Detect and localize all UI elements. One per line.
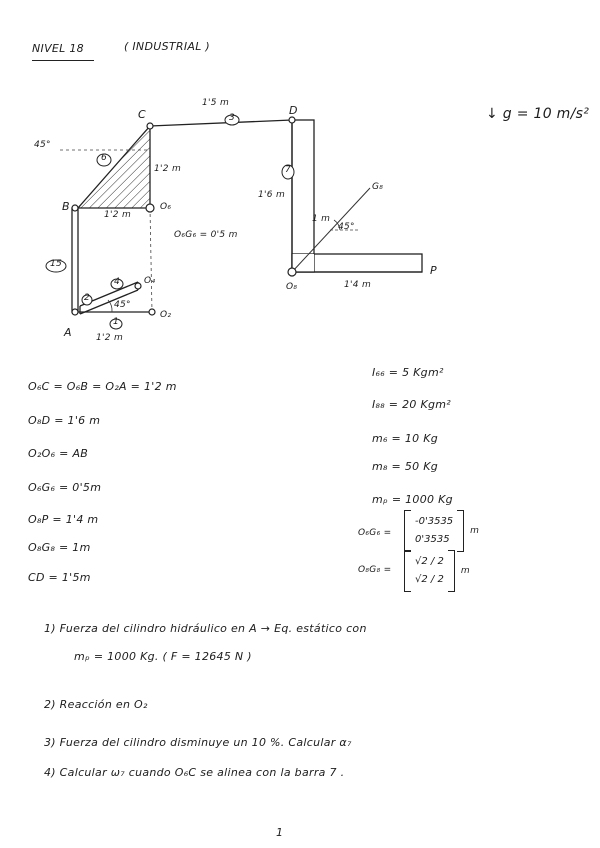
given-line-6: O₈G₈ = 1m bbox=[28, 541, 91, 554]
question-3: 3) Fuerza del cilindro disminuye un 10 %. Calcular α₇ bbox=[44, 736, 352, 749]
mass-m8: m₈ = 50 Kg bbox=[372, 460, 439, 473]
angle-g8-label: 45° bbox=[338, 222, 355, 232]
length-o8d: 1'6 m bbox=[258, 190, 286, 200]
bar-label-2: 2 bbox=[84, 293, 91, 303]
page-title: NIVEL 18 bbox=[32, 42, 84, 55]
point-p-label: P bbox=[430, 264, 437, 277]
gravity-note: ↓ g = 10 m/s² bbox=[486, 106, 590, 122]
joint-o6 bbox=[146, 204, 154, 212]
bar-label-3: 3 bbox=[229, 113, 236, 123]
point-o4-label: O₄ bbox=[144, 276, 156, 286]
mass-m6: m₆ = 10 Kg bbox=[372, 432, 439, 445]
given-line-4: O₆G₆ = 0'5m bbox=[28, 481, 102, 494]
vector-o6g6-unit: m bbox=[470, 526, 480, 536]
length-cd: 1'5 m bbox=[202, 98, 230, 108]
question-2: 2) Reacción en O₂ bbox=[44, 698, 148, 711]
joint-o2 bbox=[149, 309, 155, 315]
inertia-i6: I₆₆ = 5 Kgm² bbox=[372, 366, 444, 379]
point-o8-label: O₈ bbox=[286, 282, 298, 292]
bar-ba bbox=[72, 208, 78, 312]
inertia-i8: I₈₈ = 20 Kgm² bbox=[372, 398, 451, 411]
point-o2-label: O₂ bbox=[160, 310, 172, 320]
point-d-label: D bbox=[289, 104, 298, 117]
vector-o8g8-label: O₈G₈ = bbox=[358, 565, 392, 575]
question-1: 1) Fuerza del cilindro hidráulico en A → Eq. estático con bbox=[44, 622, 367, 635]
point-g8-label: G₈ bbox=[372, 182, 384, 192]
length-o8p: 1'4 m bbox=[344, 280, 372, 290]
length-o6c: 1'2 m bbox=[154, 164, 182, 174]
bar-label-6: 6 bbox=[101, 153, 108, 163]
point-a-label: A bbox=[64, 326, 72, 339]
angle-arm-label: 45° bbox=[114, 300, 131, 310]
given-line-7: CD = 1'5m bbox=[28, 571, 91, 584]
vector-o6g6-label: O₆G₆ = bbox=[358, 528, 392, 538]
joint-b bbox=[72, 205, 78, 211]
given-line-5: O₈P = 1'4 m bbox=[28, 513, 99, 526]
joint-o4 bbox=[135, 283, 141, 289]
given-line-1: O₆C = O₆B = O₂A = 1'2 m bbox=[28, 380, 177, 393]
given-line-2: O₈D = 1'6 m bbox=[28, 414, 101, 427]
angle-c-label: 45° bbox=[34, 140, 51, 150]
link-8-vertical bbox=[292, 120, 314, 272]
bar-label-1: 1 bbox=[113, 317, 120, 327]
joint-o8 bbox=[288, 268, 296, 276]
mechanism-figure bbox=[0, 0, 600, 360]
vector-o8g8-x: √2 / 2 bbox=[415, 556, 444, 567]
question-1-cont: mₚ = 1000 Kg. ( F = 12645 N ) bbox=[74, 650, 252, 663]
link-6-triangle bbox=[78, 126, 150, 208]
vector-o6g6-x: -0'3535 bbox=[415, 516, 454, 527]
page-number: 1 bbox=[276, 826, 284, 839]
point-b-label: B bbox=[62, 200, 70, 213]
bar-label-4: 4 bbox=[114, 277, 121, 287]
bar-label-7: 7 bbox=[285, 165, 292, 175]
vector-o8g8-unit: m bbox=[460, 566, 470, 576]
vector-o6g6-y: 0'3535 bbox=[415, 534, 450, 545]
vector-o8g8 bbox=[404, 550, 470, 592]
bar-label-15: 15 bbox=[50, 259, 63, 269]
length-o6g6: O₆G₆ = 0'5 m bbox=[174, 230, 238, 240]
joint-c bbox=[147, 123, 153, 129]
vector-o8g8-y: √2 / 2 bbox=[415, 574, 444, 585]
length-b-o6: 1'2 m bbox=[104, 210, 132, 220]
bar-cd bbox=[150, 120, 292, 126]
vector-o6g6 bbox=[404, 510, 479, 552]
given-line-3: O₂O₆ = AB bbox=[28, 447, 89, 460]
joint-d bbox=[289, 117, 295, 123]
point-o6-label: O₆ bbox=[160, 202, 172, 212]
joint-a bbox=[72, 309, 78, 315]
length-o8g8: 1 m bbox=[312, 214, 331, 224]
mass-mp: mₚ = 1000 Kg bbox=[372, 493, 453, 506]
length-ao2: 1'2 m bbox=[96, 333, 124, 343]
point-c-label: C bbox=[138, 108, 146, 121]
question-4: 4) Calcular ω₇ cuando O₆C se alinea con la barra 7 . bbox=[44, 766, 345, 779]
page-subtitle: ( INDUSTRIAL ) bbox=[124, 40, 211, 53]
